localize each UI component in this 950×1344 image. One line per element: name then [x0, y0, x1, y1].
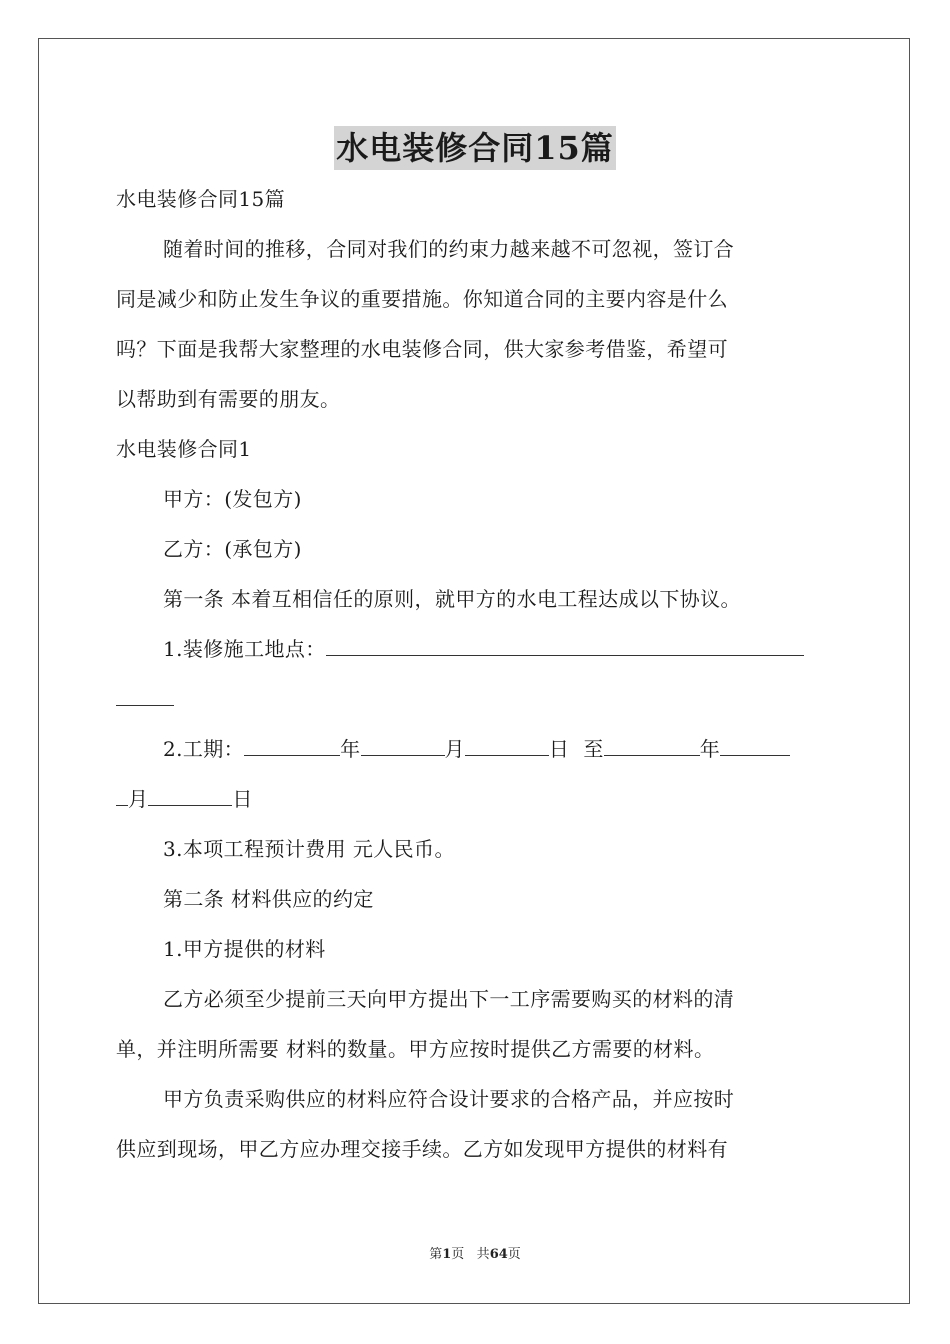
address-blank — [326, 635, 804, 656]
start-month-unit: 月 — [444, 737, 465, 761]
end-day-unit: 日 — [232, 787, 253, 811]
paragraph-line: 供应到现场，甲乙方应办理交接手续。乙方如发现甲方提供的材料有 — [116, 1137, 728, 1161]
total-suffix: 页 — [507, 1247, 521, 1262]
start-year-unit: 年 — [340, 737, 361, 761]
paragraph-line: 甲方负责采购供应的材料应符合设计要求的合格产品，并应按时 — [163, 1087, 735, 1111]
title-container — [0, 126, 950, 170]
end-month-blank-end — [116, 785, 128, 806]
intro-line: 吗？下面是我帮大家整理的水电装修合同，供大家参考借鉴，希望可 — [116, 337, 728, 361]
start-month-blank — [361, 735, 445, 756]
document-subtitle: 水电装修合同15篇 — [116, 187, 286, 211]
start-day-blank — [465, 735, 549, 756]
item-1-line — [163, 635, 838, 663]
item-1-continuation — [116, 685, 838, 713]
page-suffix: 页 — [451, 1247, 465, 1262]
end-month-unit: 月 — [128, 787, 149, 811]
item-2-line — [163, 735, 838, 763]
total-prefix: 共 — [476, 1247, 490, 1262]
section-heading: 水电装修合同1 — [116, 437, 252, 461]
intro-line: 以帮助到有需要的朋友。 — [116, 387, 341, 411]
party-b-line: 乙方：(承包方) — [163, 537, 302, 561]
paragraph-line: 单，并注明所需要 材料的数量。甲方应按时提供乙方需要的材料。 — [116, 1037, 715, 1061]
intro-line: 同是减少和防止发生争议的重要措施。你知道合同的主要内容是什么 — [116, 287, 728, 311]
paragraph-line: 乙方必须至少提前三天向甲方提出下一工序需要购买的材料的清 — [163, 987, 735, 1011]
intro-line: 随着时间的推移，合同对我们的约束力越来越不可忽视，签订合 — [163, 237, 735, 261]
page-prefix: 第 — [429, 1247, 443, 1262]
page-footer — [0, 1246, 950, 1264]
end-year-blank — [604, 735, 700, 756]
end-day-blank — [148, 785, 232, 806]
end-month-blank-start — [720, 735, 790, 756]
address-blank-continued — [116, 685, 174, 706]
item-3-line: 3.本项工程预计费用 元人民币。 — [163, 837, 455, 861]
document-title: 水电装修合同15篇 — [334, 126, 616, 170]
item-2-continuation — [116, 785, 838, 813]
party-a-line: 甲方：(发包方) — [163, 487, 302, 511]
article-2: 第二条 材料供应的约定 — [163, 887, 374, 911]
item-1-label: 1.装修施工地点： — [163, 637, 326, 661]
start-day-unit: 日 — [548, 737, 570, 761]
article-1: 第一条 本着互相信任的原则，就甲方的水电工程达成以下协议。 — [163, 587, 741, 611]
end-year-unit: 年 — [699, 737, 721, 761]
start-year-blank — [244, 735, 340, 756]
page-number: 1 — [442, 1247, 452, 1262]
total-pages: 64 — [489, 1247, 508, 1262]
page-border — [38, 38, 910, 1304]
sub-item-1: 1.甲方提供的材料 — [163, 937, 326, 961]
to-word: 至 — [583, 737, 604, 761]
item-2-label: 2.工期： — [163, 737, 245, 761]
